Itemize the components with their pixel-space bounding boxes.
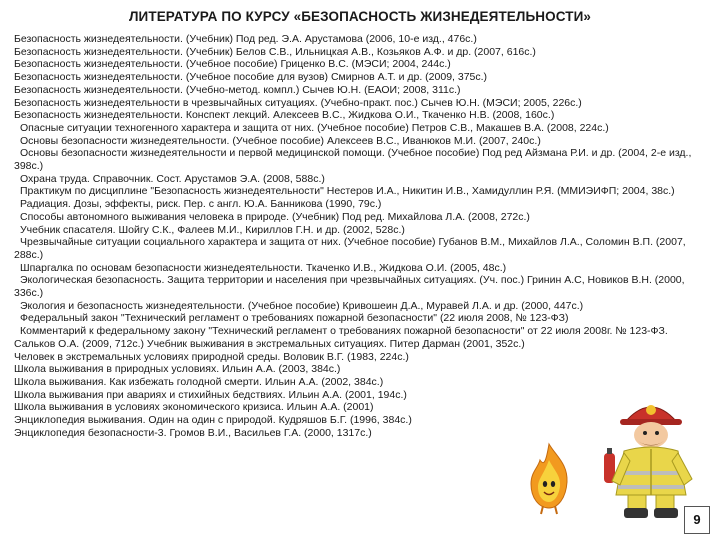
reference-item: Школа выживания в условиях экономического кризиса. Ильин А.А. (2001) [14,401,374,414]
reference-item: Экология и безопасность жизнедеятельности. (Учебное пособие) Кривошеин Д.А., Муравей Л.А. и др. (2000, 447с.) [20,299,584,312]
reference-item: Энциклопедия выживания. Один на один с природой. Кудряшов Б.Г. (1996, 384с.) [14,414,412,427]
flame-mascot-icon [526,442,572,516]
page-number: 9 [684,506,710,534]
reference-item: Школа выживания при авариях и стихийных бедствиях. Ильин А.А. (2001, 194с.) [14,388,407,401]
reference-item: Экологическая безопасность. Защита территории и населения при чрезвычайных ситуациях. (Уч. пос.) Гринин А.С, Новиков В.Н. (2000, 336с.) [14,274,685,300]
reference-item: Охрана труда. Справочник. Сост. Арустамов Э.А. (2008, 588с.) [20,172,325,185]
reference-item: Шпаргалка по основам безопасности жизнедеятельности. Ткаченко И.В., Жидкова О.И. (2005, 48с.) [20,261,507,274]
reference-item: Основы безопасности жизнедеятельности и первой медицинской помощи. (Учебное пособие) Под ред Айзмана Р.И. и др. (2004, 2-е изд., 398с.) [14,147,692,173]
reference-item: Безопасность жизнедеятельности в чрезвычайных ситуациях. (Учебно-практ. пос.) Сычев Ю.Н. (МЭСИ; 2005, 226с.) [14,96,582,109]
reference-item: Радиация. Дозы, эффекты, риск. Пер. с англ. Ю.А. Банникова (1990, 79с.) [20,198,382,211]
reference-item: Опасные ситуации техногенного характера и защита от них. (Учебное пособие) Петров С.В., Макашев В.А. (2008, 224с.) [20,121,609,134]
reference-item: Безопасность жизнедеятельности. (Учебник) Под ред. Э.А. Арустамова (2006, 10-е изд., 476с.) [14,33,477,45]
reference-item: Комментарий к федеральному закону "Технический регламент о требованиях пожарной безопасности" от 22 июля 2008г. № 123-ФЗ. Сальков О.А. (2009, 712с.) Учебник выживания в экстремальных ситуациях. Питер Дарман (2001, 352с.) [14,325,668,350]
reference-item: Практикум по дисциплине "Безопасность жизнедеятельности" Нестеров И.А., Никитин И.В., Хамидуллин Р.Я. (ММИЭИФП; 2004, 38с.) [20,185,675,198]
reference-item: Энциклопедия безопасности-3. Громов В.И., Васильев Г.А. (2000, 1317с.) [14,426,372,439]
reference-item: Основы безопасности жизнедеятельности. (Учебное пособие) Алексеев В.С., Иванюков М.И. (2007, 240с.) [20,134,541,147]
reference-item: Человек в экстремальных условиях природной среды. Воловик В.Г. (1983, 224с.) [14,350,409,363]
reference-item: Учебник спасателя. Шойгу С.К., Фалеев М.И., Кириллов Г.Н. и др. (2002, 528с.) [20,223,405,236]
reference-item: Чрезвычайные ситуации социального характера и защита от них. (Учебное пособие) Губанов В.М., Михайлов Л.А., Соломин В.П. (2007, 288с.) [14,236,686,261]
reference-item: Безопасность жизнедеятельности. Конспект лекций. Алексеев В.С., Жидкова О.И., Ткаченко Н.В. (2008, 160с.) [14,109,555,122]
reference-item: Безопасность жизнедеятельности. (Учебное пособие) Гриценко В.С. (МЭСИ; 2004, 244с.) [14,58,451,71]
reference-item: Безопасность жизнедеятельности. (Учебно-метод. компл.) Сычев Ю.Н. (ЕАОИ; 2008, 311с.) [14,83,461,96]
reference-item: Школа выживания в природных условиях. Ильин А.А. (2003, 384с.) [14,363,341,376]
reference-item: Безопасность жизнедеятельности. (Учебник) Белов С.В., Ильницкая А.В., Козьяков А.Ф. и др. (2007, 616с.) [14,45,536,58]
page-title: ЛИТЕРАТУРА ПО КУРСУ «БЕЗОПАСНОСТЬ ЖИЗНЕДЕЯТЕЛЬНОСТИ» [128,9,591,24]
reference-item: Способы автономного выживания человека в природе. (Учебник) Под ред. Михайлова Л.А. (2008, 272с.) [20,210,530,223]
reference-item: Школа выживания. Как избежать голодной смерти. Ильин А.А. (2002, 384с.) [14,375,384,388]
reference-list [14,33,704,440]
reference-item: Безопасность жизнедеятельности. (Учебное пособие для вузов) Смирнов А.Т. и др. (2009, 375с.) [14,71,488,84]
reference-item: Федеральный закон "Технический регламент о требованиях пожарной безопасности" (22 июля 2008, № 123-ФЗ) [20,312,569,325]
firefighter-mascot-icon [602,395,700,520]
